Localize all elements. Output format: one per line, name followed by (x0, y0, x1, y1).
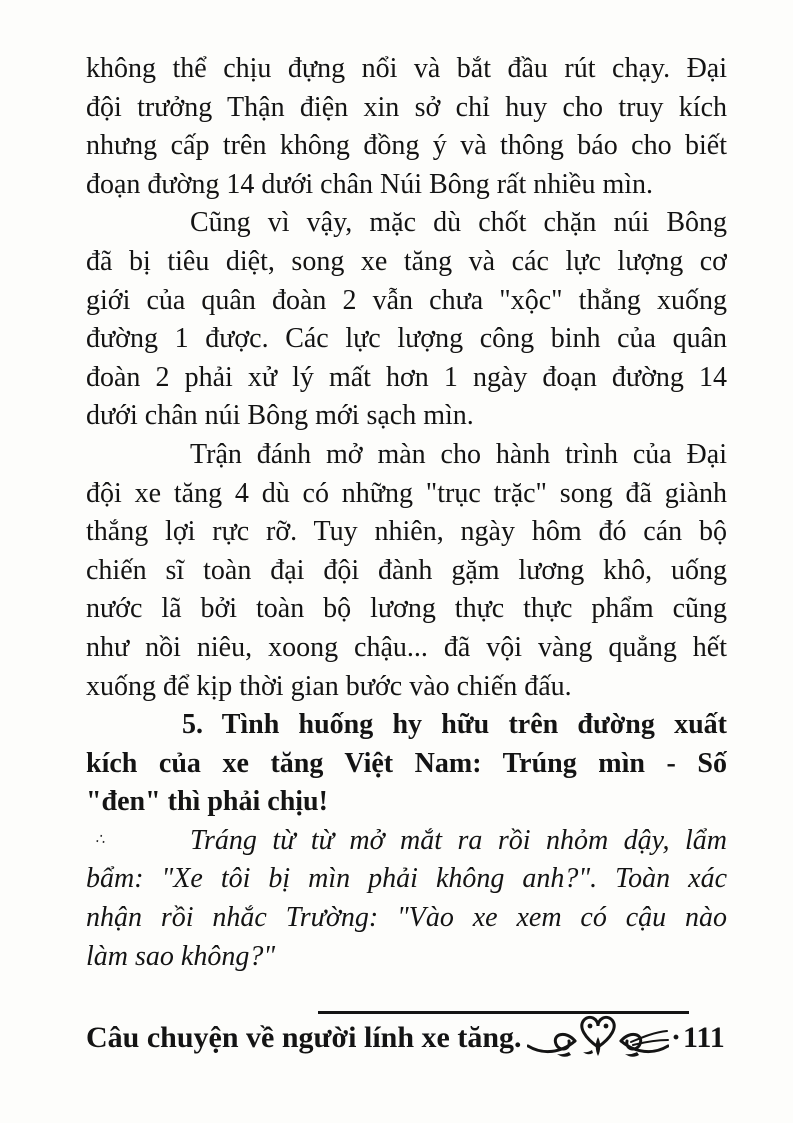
text-line: đã bị tiêu diệt, song xe tăng và các lực lượng cơ (86, 245, 727, 277)
heading-line: "đen" thì phải chịu! (86, 786, 328, 818)
text-line: xuống để kịp thời gian bước vào chiến đấu. (86, 670, 572, 702)
paragraph-retreat (86, 50, 727, 204)
text-line: như nồi niêu, xoong chậu... đã vội vàng quẳng hết (86, 631, 727, 663)
ink-speck-artifact: ∴ (94, 831, 107, 849)
text-line: đoàn 2 phải xử lý mất hơn 1 ngày đoạn đường 14 (86, 361, 727, 393)
footer-running-title: Câu chuyện về người lính xe tăng. (86, 1021, 522, 1054)
text-line: dưới chân núi Bông mới sạch mìn. (86, 400, 474, 432)
heading-line: kích của xe tăng Việt Nam: Trúng mìn - Số (86, 747, 727, 779)
text-line: đội xe tăng 4 dù có những "trục trặc" song đã giành (86, 477, 727, 509)
text-line: chiến sĩ toàn đại đội đành gặm lương khô, uống (86, 554, 727, 586)
dialogue-paragraph (86, 822, 727, 976)
text-line: bẩm: "Xe tôi bị mìn phải không anh?". Toàn xác (86, 863, 727, 895)
text-line: làm sao không?" (86, 940, 276, 972)
heading-line: 5. Tình huống hy hữu trên đường xuất (182, 709, 727, 741)
text-line: không thể chịu đựng nổi và bắt đầu rút chạy. Đại (86, 53, 727, 84)
text-line: đội trưởng Thận điện xin sở chỉ huy cho truy kích (86, 91, 727, 123)
floral-flourish-icon (527, 1012, 669, 1060)
text-line: giới của quân đoàn 2 vẫn chưa "xộc" thẳng xuống (86, 284, 727, 316)
text-line: đoạn đường 14 dưới chân Núi Bông rất nhiều mìn. (86, 168, 653, 200)
text-line: Trận đánh mở màn cho hành trình của Đại (190, 438, 727, 470)
text-line: đường 1 được. Các lực lượng công binh của quân (86, 323, 727, 355)
text-line: nhận rồi nhắc Trường: "Vào xe xem có cậu nào (86, 902, 727, 934)
paragraph-victory (86, 436, 727, 706)
text-line: thắng lợi rực rỡ. Tuy nhiên, ngày hôm đó cán bộ (86, 516, 727, 548)
body-text-block (86, 50, 727, 976)
paragraph-mines (86, 204, 727, 436)
section-heading (86, 706, 727, 822)
text-line: nước lã bởi toàn bộ lương thực thực phẩm cũng (86, 593, 727, 625)
text-line: Cũng vì vậy, mặc dù chốt chặn núi Bông (190, 207, 727, 239)
text-line: Tráng từ từ mở mắt ra rồi nhỏm dậy, lẩm (190, 824, 727, 856)
page-number: · 111 (671, 1021, 725, 1055)
text-line: nhưng cấp trên không đồng ý và thông báo cho biết (86, 130, 727, 162)
